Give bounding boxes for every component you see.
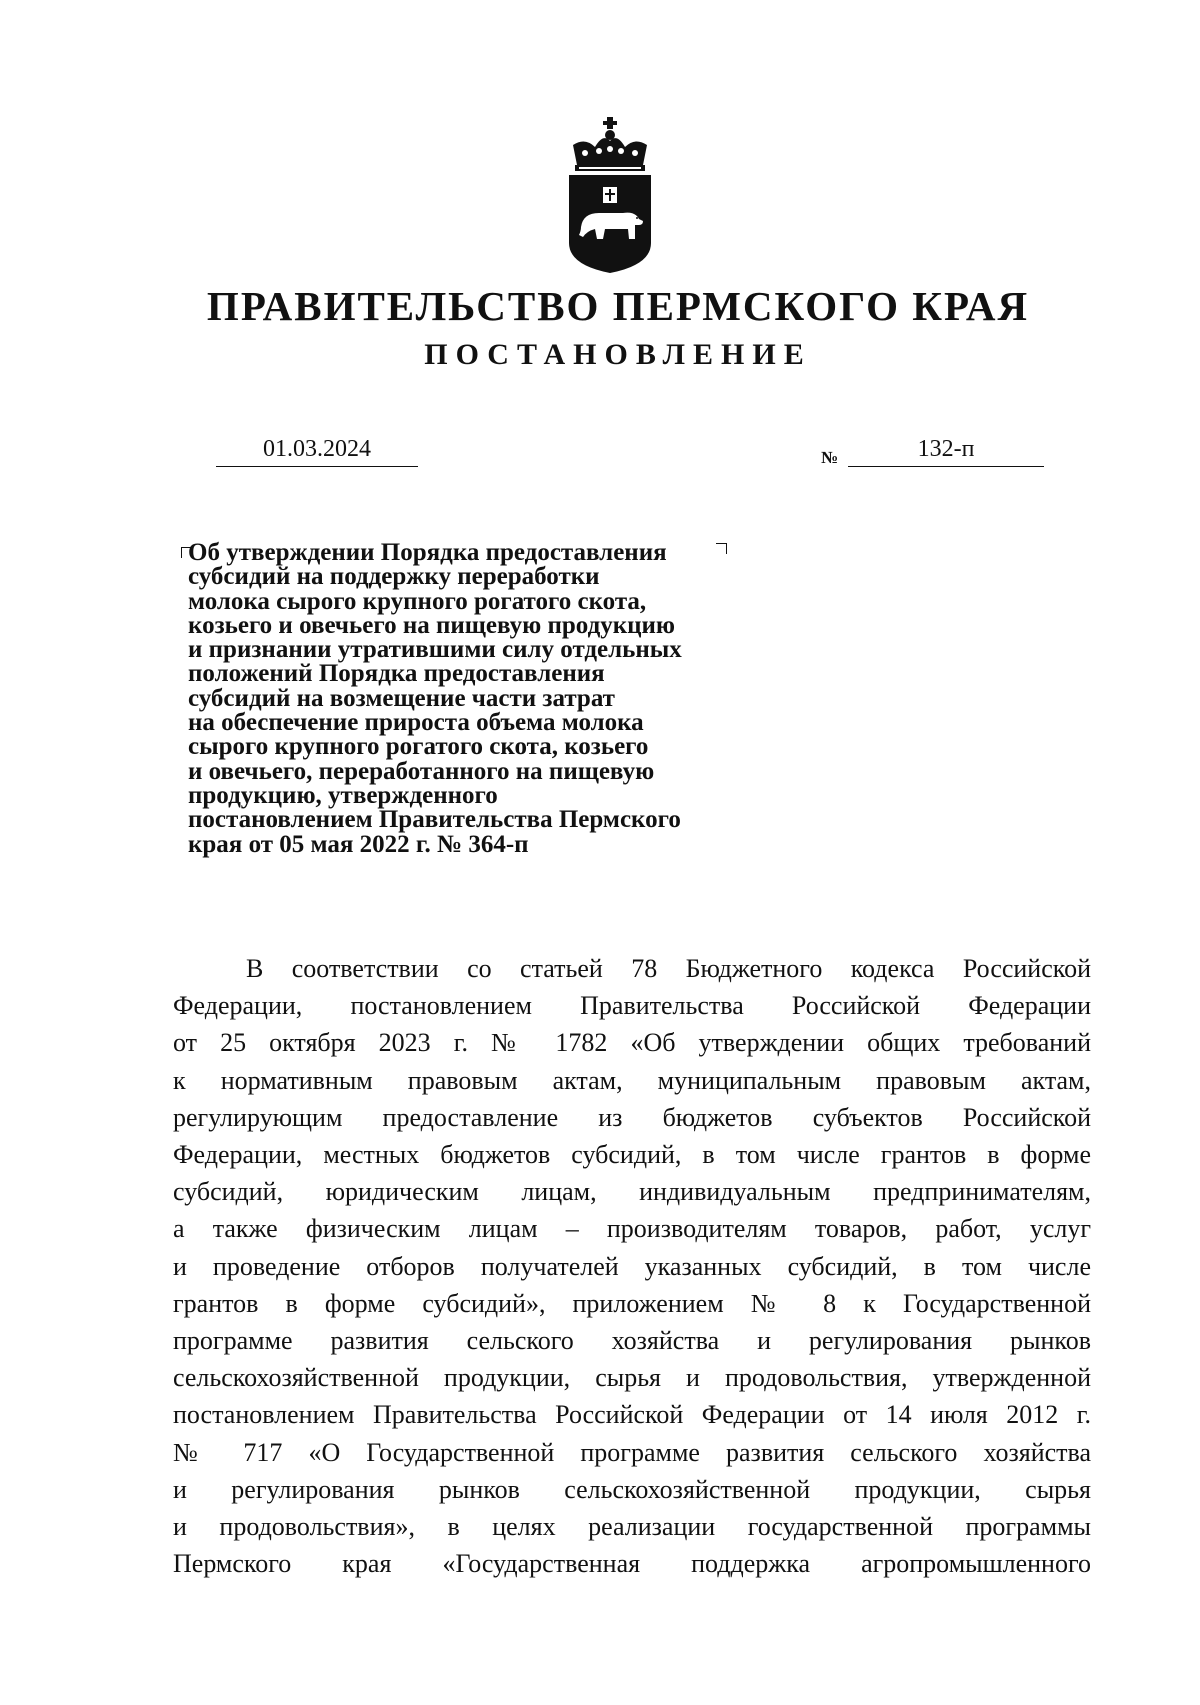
- document-subject: [188, 541, 768, 857]
- body-line: и регулирования рынков сельскохозяйственной продукции, сырья: [173, 1474, 1091, 1504]
- body-line: Федерации, местных бюджетов субсидий, в том числе грантов в форме: [173, 1140, 1091, 1170]
- subject-line: на обеспечение прироста объема молока: [188, 709, 644, 737]
- document-date: 01.03.2024: [216, 432, 418, 467]
- subject-line: молока сырого крупного рогатого скота,: [188, 587, 647, 615]
- body-line: а также физическим лицам – производителям товаров, работ, услуг: [173, 1214, 1091, 1244]
- subject-line: сырого крупного рогатого скота, козьего: [188, 733, 649, 761]
- body-line: грантов в форме субсидий», приложением № 8 к Государственной: [173, 1288, 1091, 1318]
- body-line: регулирующим предоставление из бюджетов субъектов Российской: [173, 1102, 1091, 1132]
- body-line: № 717 «О Государственной программе развития сельского хозяйства: [173, 1437, 1091, 1467]
- subject-line: и овечьего, переработанного на пищевую: [188, 757, 655, 785]
- document-number: 132-п: [848, 432, 1044, 467]
- subject-line: субсидий на поддержку переработки: [188, 563, 600, 591]
- subject-line: субсидий на возмещение части затрат: [188, 684, 615, 712]
- subject-line: положений Порядка предоставления: [188, 660, 605, 688]
- subject-line: края от 05 мая 2022 г. № 364-п: [188, 830, 529, 858]
- body-line: В соответствии со статьей 78 Бюджетного кодекса Российской: [246, 954, 1091, 983]
- body-line: Пермского края «Государственная поддержка агропромышленного: [173, 1549, 1091, 1579]
- body-line: к нормативным правовым актам, муниципальным правовым актам,: [173, 1065, 1091, 1095]
- subject-line: и признании утратившими силу отдельных: [188, 636, 682, 664]
- body-line: постановлением Правительства Российской Федерации от 14 июля 2012 г.: [173, 1400, 1091, 1430]
- body-line: и продовольствия», в целях реализации государственной программы: [173, 1512, 1091, 1542]
- subject-line: постановлением Правительства Пермского: [188, 806, 681, 834]
- coat-of-arms-icon: [565, 115, 655, 275]
- subject-line: козьего и овечьего на пищевую продукцию: [188, 611, 676, 639]
- subject-line: Об утверждении Порядка предоставления: [188, 539, 667, 566]
- body-line: субсидий, юридическим лицам, индивидуальным предпринимателям,: [173, 1177, 1091, 1207]
- document-type: ПОСТАНОВЛЕНИЕ: [424, 338, 812, 371]
- number-label: №: [821, 448, 839, 467]
- body-line: от 25 октября 2023 г. № 1782 «Об утверждении общих требований: [173, 1028, 1091, 1058]
- body-line: и проведение отборов получателей указанных субсидий, в том числе: [173, 1251, 1091, 1281]
- body-line: программе развития сельского хозяйства и регулирования рынков: [173, 1326, 1091, 1356]
- body-line: Федерации, постановлением Правительства Российской Федерации: [173, 991, 1091, 1021]
- document-body: [173, 950, 1091, 1582]
- body-line: сельскохозяйственной продукции, сырья и продовольствия, утвержденной: [173, 1363, 1091, 1393]
- organization-title: ПРАВИТЕЛЬСТВО ПЕРМСКОГО КРАЯ: [206, 283, 1030, 329]
- subject-line: продукцию, утвержденного: [188, 781, 498, 809]
